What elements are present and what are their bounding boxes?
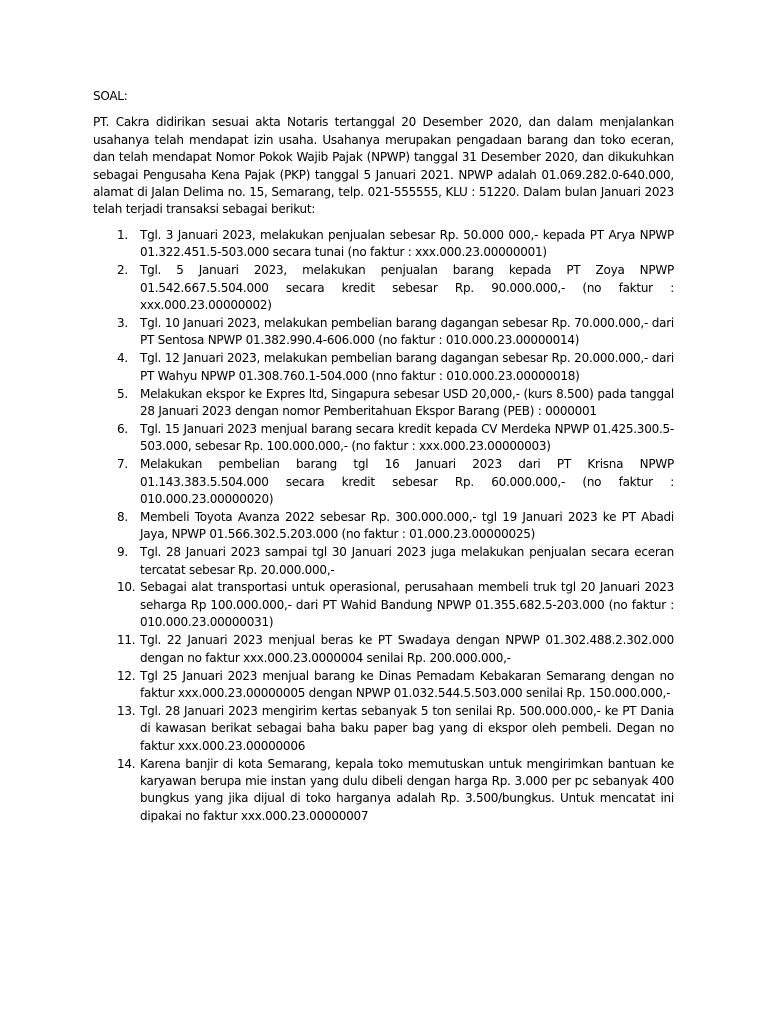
- list-item-number: 12.: [117, 668, 136, 683]
- list-item: [93, 703, 674, 755]
- list-item: [93, 386, 674, 421]
- list-item-text: Karena banjir di kota Semarang, kepala toko memutuskan untuk mengirimkan bantuan ke karyawan berupa mie instan yang dulu dibeli dengan harga Rp. 3.000 per pc sebanyak 400 bungkus yang jika dijual di toko harganya adalah Rp. 3.500/bungkus. Untuk mencatat ini dipakai no faktur xxx.000.23.00000007: [140, 756, 674, 823]
- list-item: [93, 544, 674, 579]
- intro-paragraph: PT. Cakra didirikan sesuai akta Notaris tertanggal 20 Desember 2020, dan dalam menjalankan usahanya telah mendapat izin usaha. Usahanya merupakan pengadaan barang dan toko eceran, dan telah mendapat Nomor Pokok Wajib Pajak (NPWP) tanggal 31 Desember 2020, dan dikukuhkan sebagai Pengusaha Kena Pajak (PKP) tanggal 5 Januari 2021. NPWP adalah 01.069.282.0-640.000, alamat di Jalan Delima no. 15, Semarang, telp. 021-555555, KLU : 51220. Dalam bulan Januari 2023 telah terjadi transaksi sebagai berikut:: [93, 115, 674, 217]
- list-item-text: Tgl. 22 Januari 2023 menjual beras ke PT Swadaya dengan NPWP 01.302.488.2.302.000 dengan no faktur xxx.000.23.0000004 senilai Rp. 200.000.000,-: [140, 633, 674, 665]
- list-item: [93, 579, 674, 631]
- list-item-number: 6.: [117, 421, 128, 436]
- list-item-text: Tgl. 28 Januari 2023 mengirim kertas sebanyak 5 ton senilai Rp. 500.000.000,- ke PT Dania di kawasan berikat sebagai baha baku paper bag yang di ekspor oleh pembeli. Degan no faktur xxx.000.23.00000006: [140, 703, 674, 753]
- list-item-text: Melakukan pembelian barang tgl 16 Januari 2023 dari PT Krisna NPWP 01.143.383.5.504.000 secara kredit sebesar Rp. 60.000.000,- (no faktur : 010.000.23.00000020): [140, 457, 674, 506]
- list-item-number: 10.: [117, 580, 136, 595]
- list-item-number: 11.: [117, 633, 136, 648]
- list-item-number: 13.: [117, 703, 136, 718]
- list-item-text: Tgl. 5 Januari 2023, melakukan penjualan barang kepada PT Zoya NPWP 01.542.667.5.504.000 secara kredit sebesar Rp. 90.000.000,- (no faktur : xxx.000.23.00000002): [140, 263, 674, 312]
- list-item: [93, 756, 674, 826]
- list-item-number: 4.: [117, 351, 128, 366]
- list-item: [93, 315, 674, 350]
- list-item: [93, 632, 674, 667]
- list-item-text: Tgl. 10 Januari 2023, melakukan pembelian barang dagangan sebesar Rp. 70.000.000,- dari PT Sentosa NPWP 01.382.990.4-606.000 (no faktur : 010.000.23.00000014): [140, 315, 674, 348]
- list-item: [93, 456, 674, 508]
- list-item-text: Tgl. 28 Januari 2023 sampai tgl 30 Januari 2023 juga melakukan penjualan secara eceran tercatat sebesar Rp. 20.000.000,-: [140, 545, 674, 577]
- list-item: [93, 350, 674, 385]
- list-item-number: 14.: [117, 756, 136, 771]
- document-page: [93, 88, 674, 826]
- list-item-number: 2.: [117, 263, 128, 278]
- list-item: [93, 262, 674, 314]
- list-item-number: 8.: [117, 509, 128, 524]
- list-item-text: Tgl. 3 Januari 2023, melakukan penjualan sebesar Rp. 50.000 000,- kepada PT Arya NPWP 01.322.451.5-503.000 secara tunai (no faktur : xxx.000.23.00000001): [140, 227, 674, 260]
- list-item-number: 7.: [117, 457, 128, 472]
- list-item: [93, 421, 674, 456]
- list-item-number: 1.: [117, 227, 128, 242]
- document-heading: SOAL:: [93, 89, 128, 103]
- list-item: [93, 227, 674, 262]
- list-item-number: 5.: [117, 386, 128, 401]
- list-item-number: 3.: [117, 315, 128, 330]
- list-item: [93, 509, 674, 544]
- list-item: [93, 668, 674, 703]
- transaction-list: [93, 227, 674, 825]
- list-item-number: 9.: [117, 545, 128, 560]
- list-item-text: Tgl 25 Januari 2023 menjual barang ke Dinas Pemadam Kebakaran Semarang dengan no faktur xxx.000.23.00000005 dengan NPWP 01.032.544.5.503.000 senilai Rp. 150.000.000,-: [140, 668, 674, 700]
- list-item-text: Melakukan ekspor ke Expres ltd, Singapura sebesar USD 20,000,- (kurs 8.500) pada tanggal 28 Januari 2023 dengan nomor Pemberitahuan Ekspor Barang (PEB) : 0000001: [140, 386, 674, 418]
- list-item-text: Tgl. 12 Januari 2023, melakukan pembelian barang dagangan sebesar Rp. 20.000.000,- dari PT Wahyu NPWP 01.308.760.1-504.000 (nno faktur : 010.000.23.00000018): [140, 351, 674, 383]
- list-item-text: Tgl. 15 Januari 2023 menjual barang secara kredit kepada CV Merdeka NPWP 01.425.300.5-503.000, sebesar Rp. 100.000.000,- (no faktur : xxx.000.23.00000003): [140, 421, 674, 454]
- list-item-text: Sebagai alat transportasi untuk operasional, perusahaan membeli truk tgl 20 Januari 2023 seharga Rp 100.000.000,- dari PT Wahid Bandung NPWP 01.355.682.5-203.000 (no faktur : 010.000.23.00000031): [140, 580, 674, 630]
- list-item-text: Membeli Toyota Avanza 2022 sebesar Rp. 300.000.000,- tgl 19 Januari 2023 ke PT Abadi Jaya, NPWP 01.566.302.5.203.000 (no faktur : 01.000.23.00000025): [140, 509, 674, 542]
